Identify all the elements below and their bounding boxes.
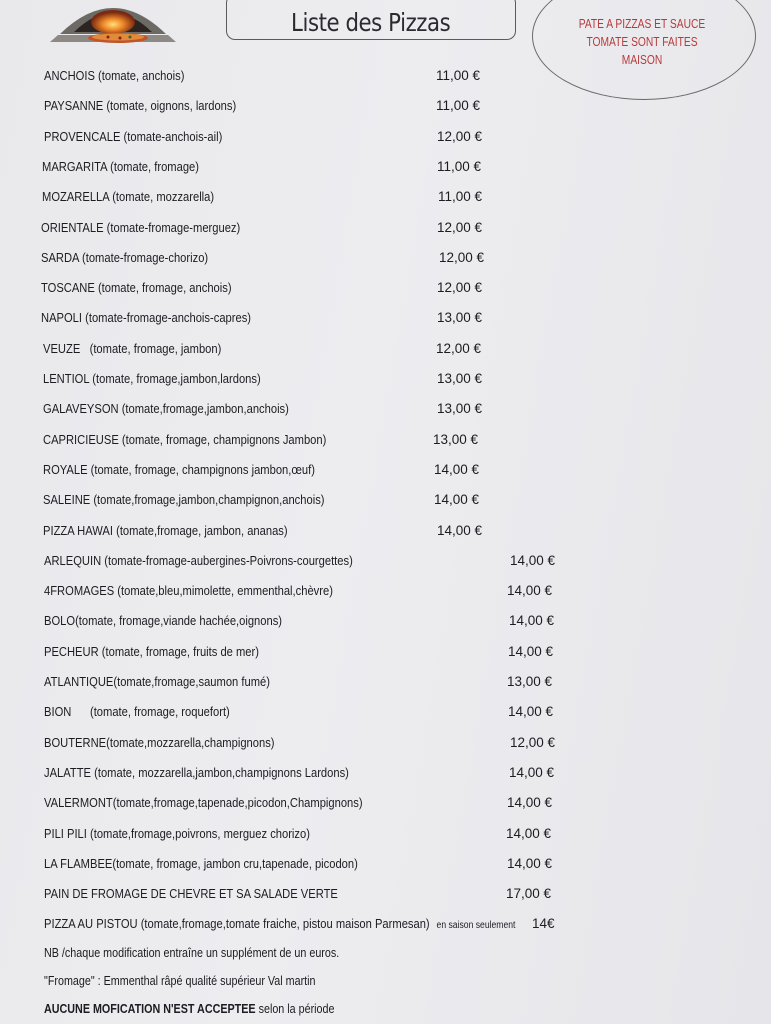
menu-item-price: 12,00 € bbox=[436, 341, 482, 356]
menu-item-price: 14,00 € bbox=[437, 523, 483, 538]
menu-item bbox=[44, 641, 584, 663]
menu-item-name: BOUTERNE(tomate,mozzarella,champignons) bbox=[44, 735, 275, 750]
pistou-item bbox=[44, 913, 564, 935]
menu-item bbox=[41, 247, 581, 269]
menu-item bbox=[43, 338, 583, 360]
menu-item bbox=[44, 883, 584, 905]
notice-line: PATE A PIZZAS ET SAUCE bbox=[578, 17, 706, 31]
menu-item-price: 14,00 € bbox=[507, 583, 553, 598]
menu-item-name: PROVENCALE (tomate-anchois-ail) bbox=[44, 129, 223, 144]
page-title: Liste des Pizzas bbox=[291, 7, 451, 37]
no-modification-rest: selon la période bbox=[255, 1002, 335, 1016]
menu-item-price: 14,00 € bbox=[434, 492, 480, 507]
menu-item-price: 12,00 € bbox=[437, 280, 483, 295]
menu-item-price: 13,00 € bbox=[437, 310, 483, 325]
pistou-season-note: en saison seulement bbox=[436, 920, 516, 931]
menu-item-name: ATLANTIQUE(tomate,fromage,saumon fumé) bbox=[44, 674, 270, 689]
menu-item-price: 12,00 € bbox=[437, 129, 483, 144]
menu-item-name: LA FLAMBEE(tomate, fromage, jambon cru,tapenade, picodon) bbox=[44, 856, 358, 871]
menu-item-name: ARLEQUIN (tomate-fromage-aubergines-Poivrons-courgettes) bbox=[44, 553, 353, 568]
menu-item-name: 4FROMAGES (tomate,bleu,mimolette, emmenthal,chèvre) bbox=[44, 583, 333, 598]
menu-item-name: CAPRICIEUSE (tomate, fromage, champignons Jambon) bbox=[43, 432, 327, 447]
pistou-name: PIZZA AU PISTOU (tomate,fromage,tomate fraiche, pistou maison Parmesan) bbox=[44, 916, 430, 931]
menu-item bbox=[43, 368, 583, 390]
menu-item-name: PAIN DE FROMAGE DE CHEVRE ET SA SALADE VERTE bbox=[44, 886, 338, 901]
menu-item-price: 12,00 € bbox=[437, 220, 483, 235]
notice-line: TOMATE SONT FAITES bbox=[586, 35, 698, 49]
menu-item-price: 17,00 € bbox=[506, 886, 552, 901]
menu-item-name: GALAVEYSON (tomate,fromage,jambon,anchois) bbox=[43, 401, 289, 416]
menu-item-name: SALEINE (tomate,fromage,jambon,champignon,anchois) bbox=[43, 492, 325, 507]
menu-item bbox=[43, 398, 583, 420]
menu-item-name: JALATTE (tomate, mozzarella,jambon,champignons Lardons) bbox=[44, 765, 349, 780]
menu-item-price: 14,00 € bbox=[507, 856, 553, 871]
menu-item-price: 11,00 € bbox=[438, 189, 483, 204]
no-modification-note bbox=[44, 1002, 334, 1016]
menu-item-price: 13,00 € bbox=[433, 432, 479, 447]
menu-item bbox=[42, 156, 582, 178]
menu-item-name: ANCHOIS (tomate, anchois) bbox=[44, 68, 185, 83]
menu-item-name: TOSCANE (tomate, fromage, anchois) bbox=[41, 280, 232, 295]
menu-item-name: PECHEUR (tomate, fromage, fruits de mer) bbox=[44, 644, 259, 659]
menu-item bbox=[44, 671, 584, 693]
menu-item bbox=[41, 217, 581, 239]
menu-item-price: 11,00 € bbox=[436, 98, 481, 113]
menu-item-price: 13,00 € bbox=[507, 674, 553, 689]
menu-item-name: ORIENTALE (tomate-fromage-merguez) bbox=[41, 220, 241, 235]
menu-item bbox=[44, 853, 584, 875]
menu-item-name: PAYSANNE (tomate, oignons, lardons) bbox=[44, 98, 237, 113]
menu-item bbox=[44, 550, 584, 572]
menu-item bbox=[41, 277, 581, 299]
menu-item bbox=[44, 792, 584, 814]
menu-item bbox=[44, 126, 584, 148]
menu-item-price: 14,00 € bbox=[507, 795, 553, 810]
menu-item bbox=[44, 580, 584, 602]
no-modification-bold: AUCUNE MOFICATION N'EST ACCEPTEE bbox=[44, 1002, 256, 1016]
menu-item-name: VALERMONT(tomate,fromage,tapenade,picodon,Champignons) bbox=[44, 795, 363, 810]
supplement-note: NB /chaque modification entraîne un supplément de un euros. bbox=[44, 946, 340, 960]
pistou-price: 14€ bbox=[532, 916, 555, 931]
cheese-note: "Fromage" : Emmenthal râpé qualité supérieur Val martin bbox=[44, 974, 316, 988]
menu-item bbox=[44, 762, 584, 784]
menu-item-price: 14,00 € bbox=[509, 613, 555, 628]
menu-item-price: 14,00 € bbox=[508, 704, 554, 719]
menu-item bbox=[42, 186, 582, 208]
menu-item-name: PILI PILI (tomate,fromage,poivrons, merguez chorizo) bbox=[44, 826, 310, 841]
menu-item bbox=[43, 520, 583, 542]
menu-item bbox=[44, 732, 584, 754]
menu-item bbox=[43, 429, 583, 451]
menu-item bbox=[44, 95, 584, 117]
menu-item-name: MARGARITA (tomate, fromage) bbox=[42, 159, 199, 174]
menu-item-name: PIZZA HAWAI (tomate,fromage, jambon, ananas) bbox=[43, 523, 288, 538]
menu-item-price: 11,00 € bbox=[436, 68, 481, 83]
menu-item-name: MOZARELLA (tomate, mozzarella) bbox=[42, 189, 215, 204]
menu-item-name: ROYALE (tomate, fromage, champignons jambon,œuf) bbox=[43, 462, 315, 477]
title-box bbox=[226, 0, 516, 40]
menu-item-price: 13,00 € bbox=[437, 401, 483, 416]
menu-item-price: 14,00 € bbox=[506, 826, 552, 841]
menu-item bbox=[44, 701, 584, 723]
menu-item bbox=[43, 459, 583, 481]
menu-item bbox=[43, 489, 583, 511]
homemade-notice bbox=[568, 15, 716, 69]
menu-item bbox=[44, 65, 584, 87]
menu-item-name: LENTIOL (tomate, fromage,jambon,lardons) bbox=[43, 371, 261, 386]
menu-item-price: 12,00 € bbox=[510, 735, 556, 750]
menu-item-name: NAPOLI (tomate-fromage-anchois-capres) bbox=[41, 310, 252, 325]
menu-item-price: 14,00 € bbox=[509, 765, 555, 780]
menu-item-price: 13,00 € bbox=[437, 371, 483, 386]
menu-item-name: SARDA (tomate-fromage-chorizo) bbox=[41, 250, 209, 265]
menu-item-name: VEUZE (tomate, fromage, jambon) bbox=[43, 341, 222, 356]
menu-item-name: BION (tomate, fromage, roquefort) bbox=[44, 704, 230, 719]
menu-item-name: BOLO(tomate, fromage,viande hachée,oignons) bbox=[44, 613, 283, 628]
menu-item-price: 11,00 € bbox=[437, 159, 482, 174]
menu-item bbox=[44, 823, 584, 845]
menu-item-price: 12,00 € bbox=[439, 250, 485, 265]
menu-item-price: 14,00 € bbox=[434, 462, 480, 477]
menu-item-price: 14,00 € bbox=[508, 644, 554, 659]
menu-item bbox=[41, 307, 581, 329]
menu-item bbox=[44, 610, 584, 632]
pizza-oven-logo bbox=[38, 0, 188, 44]
menu-item-price: 14,00 € bbox=[510, 553, 556, 568]
notice-line: MAISON bbox=[621, 53, 663, 67]
